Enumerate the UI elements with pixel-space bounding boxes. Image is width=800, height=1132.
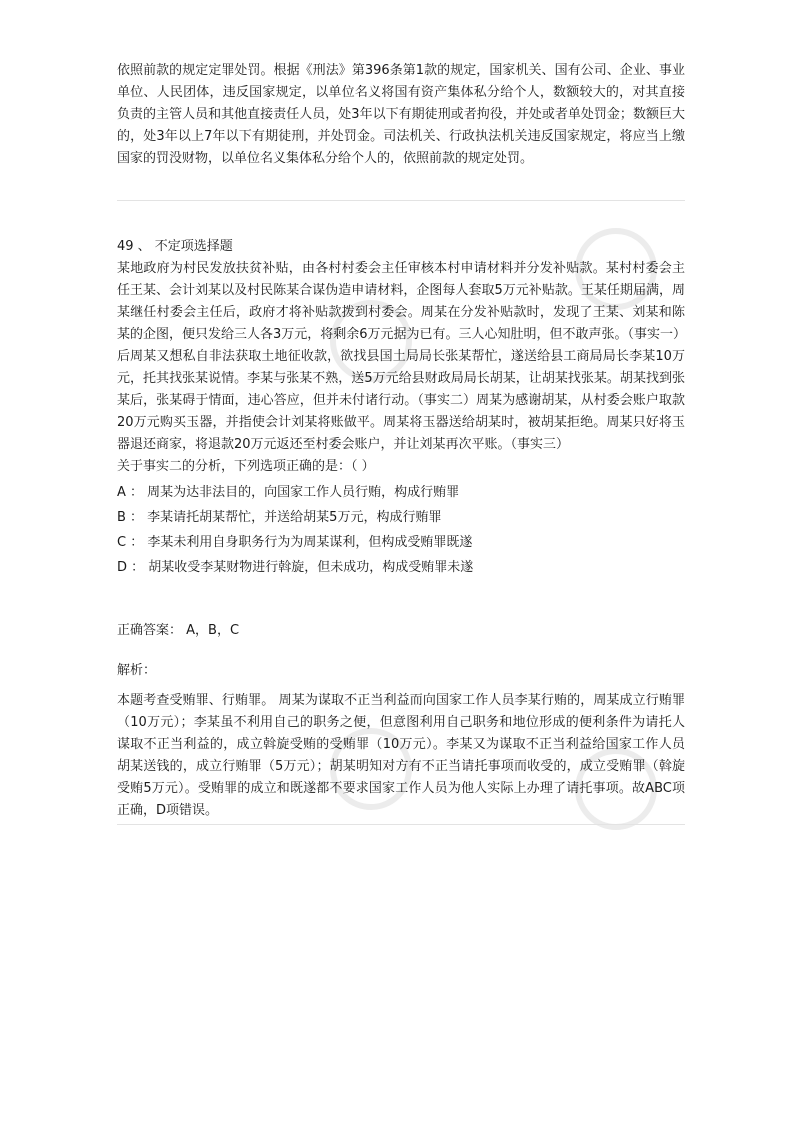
option-b: B ： 李某请托胡某帮忙，并送给胡某5万元，构成行贿罪 [117, 510, 442, 525]
question-stem-1: 某地政府为村民发放扶贫补贴，由各村村委会主任审核本村申请材料并分发补贴款。某村村委会主任王某、会计刘某以及村民陈某合谋伪造申请材料，企图每人套取5万元补贴款。王某任期届满，周某继任村委会主任后，政府才将补贴款拨到村委会。周某在分发补贴款时，发现了王某、刘某和陈某的企图，便只发给三人各3万元，将剩余6万元据为已有。三人心知肚明，但不敢声张。（事实一） [117, 261, 687, 342]
top-section [117, 60, 685, 170]
question-stem-2: 后周某又想私自非法获取土地征收款，欲找县国土局局长张某帮忙，遂送给县工商局局长李某10万元，托其找张某说情。李某与张某不熟，送5万元给县财政局局长胡某，让胡某找张某。胡某找到张某后，张某碍于情面，违心答应，但并未付诸行动。（事实二）周某为感谢胡某，从村委会账户取款20万元购买玉器，并指使会计刘某将账做平。周某将玉器送给胡某时，被胡某拒绝。周某只好将玉器退还商家，将退款20万元返还至村委会账户，并让刘某再次平账。（事实三） [117, 349, 685, 452]
option-a: A ： 周某为达非法目的，向国家工作人员行贿，构成行贿罪 [117, 485, 460, 500]
correct-answer: 正确答案： A，B，C [117, 623, 240, 638]
option-c: C ： 李某未利用自身职务行为为周某谋利，但构成受贿罪既遂 [117, 535, 473, 550]
answer-block [117, 620, 685, 642]
analysis-block [117, 660, 685, 822]
question-prompt: 关于事实二的分析，下列选项正确的是：（ ） [117, 459, 375, 474]
section-divider-top [117, 200, 685, 201]
section-divider-bottom [117, 824, 685, 825]
question-number: 49 、 不定项选择题 [117, 239, 233, 254]
top-paragraph: 依照前款的规定定罪处罚。根据《刑法》第396条第1款的规定，国家机关、国有公司、企业、事业单位、人民团体，违反国家规定，以单位名义将国有资产集体私分给个人，数额较大的，对其直接负责的主管人员和其他直接责任人员，处3年以下有期徒刑或者拘役，并处或者单处罚金；数额巨大的，处3年以上7年以下有期徒刑，并处罚金。司法机关、行政执法机关违反国家规定，将应当上缴国家的罚没财物，以单位名义集体私分给个人的，依照前款的规定处罚。 [117, 63, 685, 166]
option-d: D ： 胡某收受李某财物进行斡旋，但未成功，构成受贿罪未遂 [117, 560, 474, 575]
question-block [117, 236, 685, 582]
analysis-label: 解析： [117, 663, 157, 678]
analysis-text: 本题考查受贿罪、行贿罪。 周某为谋取不正当利益而向国家工作人员李某行贿的，周某成立行贿罪（10万元）；李某虽不利用自己的职务之便，但意图利用自己职务和地位形成的便利条件为请托人谋取不正当利益的，成立斡旋受贿的受贿罪（10万元）。李某又为谋取不正当利益给国家工作人员胡某送钱的，成立行贿罪（5万元）；胡某明知对方有不正当请托事项而收受的，成立受贿罪（斡旋受贿5万元）。受贿罪的成立和既遂都不要求国家工作人员为他人实际上办理了请托事项。故ABC项正确，D项错误。 [117, 693, 685, 818]
